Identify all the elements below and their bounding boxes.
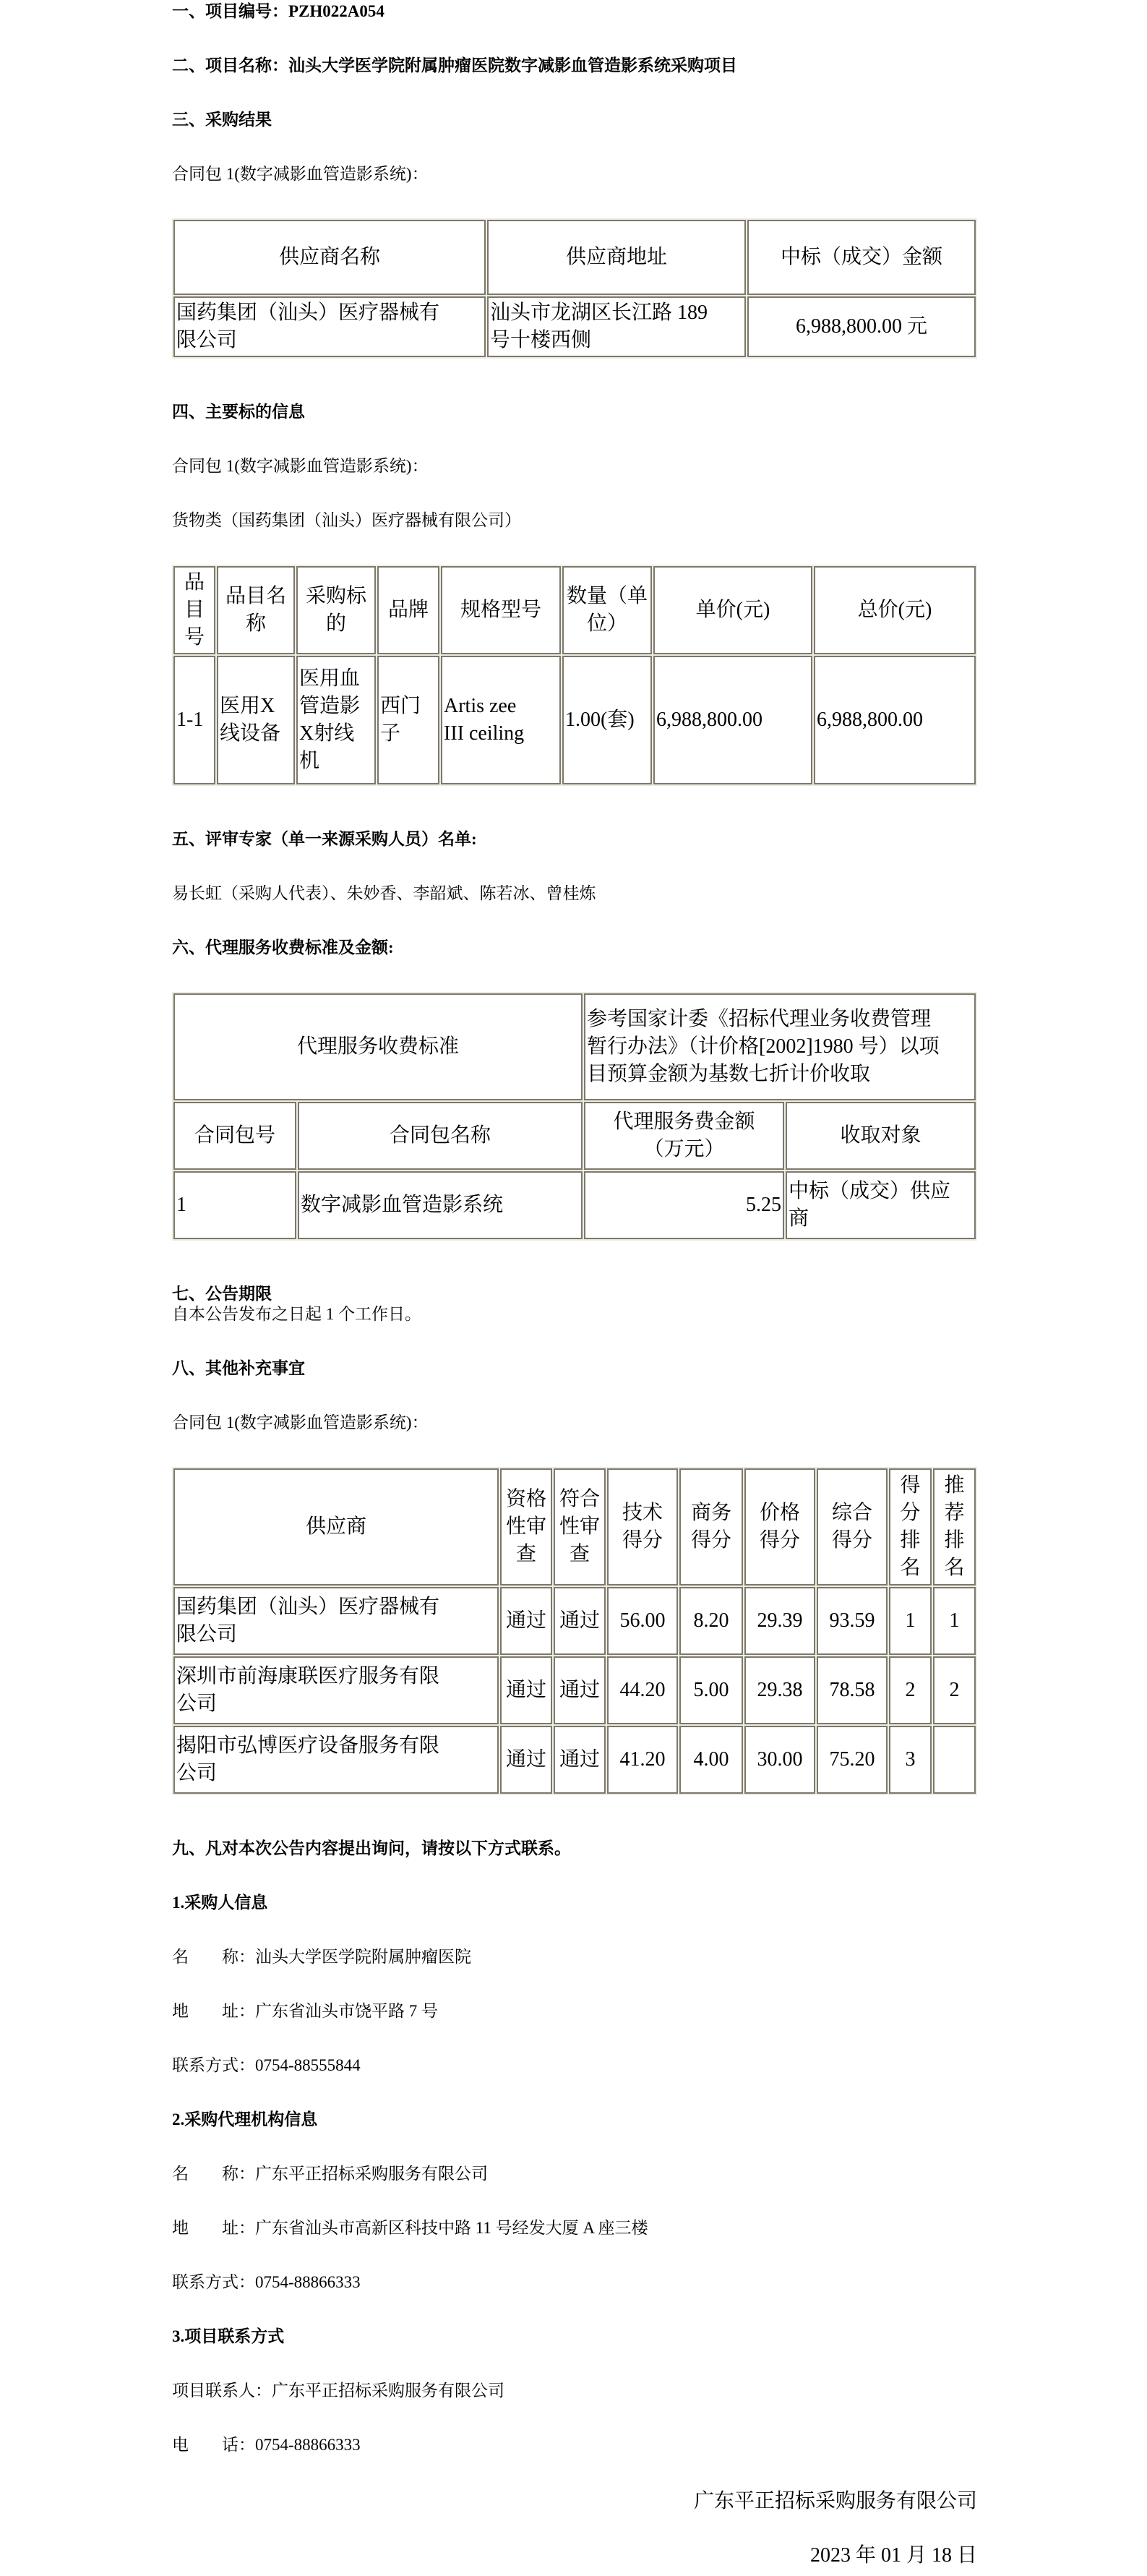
agent-address-line: 地 址：广东省汕头市高新区科技中路 11 号经发大厦 A 座三楼: [172, 2219, 648, 2237]
announcement-document: [172, 0, 977, 2568]
col-header-total-score: 综合得分: [817, 1468, 888, 1586]
table-header-row: [173, 1102, 976, 1170]
table-row: [173, 1587, 976, 1655]
package-line-other: 合同包 1(数字减影血管造影系统)：: [172, 1413, 429, 1432]
cell-score-rank: 1: [889, 1587, 932, 1655]
col-header-total-price: 总价(元): [814, 566, 976, 654]
col-header-price-score: 价格得分: [744, 1468, 815, 1586]
package-line-result: 合同包 1(数字减影血管造影系统)：: [172, 165, 429, 183]
cell-supplier: 国药集团（汕头）医疗器械有限公司: [173, 1587, 499, 1655]
goods-class-line: 货物类（国药集团（汕头）医疗器械有限公司）: [172, 511, 521, 529]
cell-item-no: 1-1: [173, 656, 215, 784]
cell-conformity-review: 通过: [554, 1587, 606, 1655]
cell-price-score: 29.38: [744, 1656, 815, 1724]
cell-award-amount: 6,988,800.00 元: [747, 296, 976, 357]
cell-fee-standard-text: 参考国家计委《招标代理业务收费管理暂行办法》（计价格[2002]1980 号）以项目预算金额为基数七折计价收取: [584, 993, 976, 1100]
col-header-qualification-review: 资格性审查: [500, 1468, 552, 1586]
experts-list: 易长虹（采购人代表）、朱妙香、李韶斌、陈若冰、曾桂炼: [172, 884, 596, 902]
col-header-item-name: 品目名称: [217, 566, 295, 654]
cell-conformity-review: 通过: [554, 1726, 606, 1794]
cell-total-score: 78.58: [817, 1656, 888, 1724]
heading-agency-fee: 六、代理服务收费标准及金额:: [172, 938, 394, 957]
cell-business-score: 5.00: [679, 1656, 743, 1724]
cell-procurement-subject: 医用血管造影X射线机: [296, 656, 376, 784]
table-row: [173, 1656, 976, 1724]
cell-supplier-address: [487, 296, 746, 357]
cell-recommend-rank: [933, 1726, 976, 1794]
cell-recommend-rank: 2: [933, 1656, 976, 1724]
cell-recommend-rank: 1: [933, 1587, 976, 1655]
col-header-quantity-unit: 数量（单位）: [562, 566, 652, 654]
cell-technical-score: 56.00: [607, 1587, 678, 1655]
subheading-buyer-info: 1.采购人信息: [172, 1894, 268, 1912]
procurement-result-table: [172, 218, 977, 359]
col-header-recommend-rank: 推荐排名: [933, 1468, 976, 1586]
table-row: [173, 1171, 976, 1239]
buyer-name-line: 名 称：汕头大学医学院附属肿瘤医院: [172, 1948, 471, 1966]
signature-block: [172, 2489, 977, 2568]
cell-technical-score: 44.20: [607, 1656, 678, 1724]
cell-score-rank: 3: [889, 1726, 932, 1794]
cell-item-name: 医用X线设备: [217, 656, 295, 784]
cell-technical-score: 41.20: [607, 1726, 678, 1794]
cell-quantity-unit: 1.00(套): [562, 656, 652, 784]
buyer-address-line: 地 址：广东省汕头市饶平路 7 号: [172, 2002, 438, 2020]
table-row-fee-standard: [173, 993, 976, 1100]
cell-conformity-review: 通过: [554, 1656, 606, 1724]
supplier-address-text: 汕头市龙湖区长江路 189 号十楼西侧: [490, 301, 708, 351]
col-header-business-score: 商务得分: [679, 1468, 743, 1586]
col-header-conformity-review: 符合性审查: [554, 1468, 606, 1586]
notice-period-text: 自本公告发布之日起 1 个工作日。: [172, 1305, 421, 1323]
cell-qualification-review: 通过: [500, 1656, 552, 1724]
signature-company: 广东平正招标采购服务有限公司: [693, 2490, 977, 2512]
col-header-supplier: 供应商: [173, 1468, 499, 1586]
supplier-name-text: 国药集团（汕头）医疗器械有限公司: [176, 301, 440, 351]
heading-notice-period: 七、公告期限: [172, 1285, 272, 1303]
project-contact-line: 项目联系人：广东平正招标采购服务有限公司: [172, 2382, 504, 2400]
heading-procurement-result: 三、采购结果: [172, 111, 272, 129]
col-header-supplier-address: 供应商地址: [487, 220, 746, 295]
cell-fee-payer: 中标（成交）供应商: [786, 1171, 976, 1239]
agency-fee-table: [172, 992, 977, 1241]
subheading-agent-info: 2.采购代理机构信息: [172, 2110, 318, 2128]
col-header-brand: 品牌: [377, 566, 439, 654]
heading-other-matters: 八、其他补充事宜: [172, 1359, 305, 1377]
col-header-fee-payer: 收取对象: [786, 1102, 976, 1170]
table-header-row: [173, 566, 976, 654]
cell-price-score: 30.00: [744, 1726, 815, 1794]
table-row: [173, 1726, 976, 1794]
cell-supplier-name: [173, 296, 486, 357]
heading-project-name: 二、项目名称：汕头大学医学院附属肿瘤医院数字减影血管造影系统采购项目: [172, 56, 737, 74]
project-tel-line: 电 话：0754-88866333: [172, 2436, 361, 2454]
cell-fee-standard-label: 代理服务收费标准: [173, 993, 583, 1100]
cell-price-score: 29.39: [744, 1587, 815, 1655]
cell-qualification-review: 通过: [500, 1726, 552, 1794]
cell-business-score: 8.20: [679, 1587, 743, 1655]
cell-supplier: 深圳市前海康联医疗服务有限公司: [173, 1656, 499, 1724]
col-header-technical-score: 技术得分: [607, 1468, 678, 1586]
signature-date: 2023 年 01 月 18 日: [809, 2544, 977, 2567]
cell-fee-amount: 5.25: [584, 1171, 784, 1239]
supplier-review-score-table: [172, 1467, 977, 1795]
col-header-item-no: 品目号: [173, 566, 215, 654]
subheading-project-contact: 3.项目联系方式: [172, 2327, 285, 2345]
cell-unit-price: 6,988,800.00: [653, 656, 812, 784]
heading-project-number: 一、项目编号：PZH022A054: [172, 2, 385, 20]
buyer-tel-line: 联系方式：0754-88555844: [172, 2056, 361, 2074]
cell-total-score: 75.20: [817, 1726, 888, 1794]
cell-brand: 西门子: [377, 656, 439, 784]
heading-contact-info: 九、凡对本次公告内容提出询问，请按以下方式联系。: [172, 1839, 571, 1857]
cell-package-no: 1: [173, 1171, 296, 1239]
col-header-unit-price: 单价(元): [653, 566, 812, 654]
agent-tel-line: 联系方式：0754-88866333: [172, 2273, 361, 2291]
cell-business-score: 4.00: [679, 1726, 743, 1794]
col-header-score-rank: 得分排名: [889, 1468, 932, 1586]
cell-supplier: 揭阳市弘博医疗设备服务有限公司: [173, 1726, 499, 1794]
package-line-subject: 合同包 1(数字减影血管造影系统)：: [172, 457, 429, 475]
col-header-model: 规格型号: [441, 566, 561, 654]
col-header-package-name: 合同包名称: [298, 1102, 583, 1170]
col-header-supplier-name: 供应商名称: [173, 220, 486, 295]
cell-package-name: 数字减影血管造影系统: [298, 1171, 583, 1239]
col-header-package-no: 合同包号: [173, 1102, 296, 1170]
col-header-procurement-subject: 采购标的: [296, 566, 376, 654]
col-header-fee-amount: 代理服务费金额（万元）: [584, 1102, 784, 1170]
heading-main-subject-info: 四、主要标的信息: [172, 403, 305, 421]
heading-review-experts: 五、评审专家（单一来源采购人员）名单:: [172, 830, 477, 848]
cell-score-rank: 2: [889, 1656, 932, 1724]
cell-model: Artis zee III ceiling: [441, 656, 561, 784]
table-header-row: [173, 220, 976, 295]
cell-total-score: 93.59: [817, 1587, 888, 1655]
table-row: [173, 656, 976, 784]
subject-detail-table: [172, 565, 977, 786]
table-header-row: [173, 1468, 976, 1586]
table-row: [173, 296, 976, 357]
agent-name-line: 名 称：广东平正招标采购服务有限公司: [172, 2165, 488, 2183]
cell-total-price: 6,988,800.00: [814, 656, 976, 784]
cell-qualification-review: 通过: [500, 1587, 552, 1655]
col-header-award-amount: 中标（成交）金额: [747, 220, 976, 295]
